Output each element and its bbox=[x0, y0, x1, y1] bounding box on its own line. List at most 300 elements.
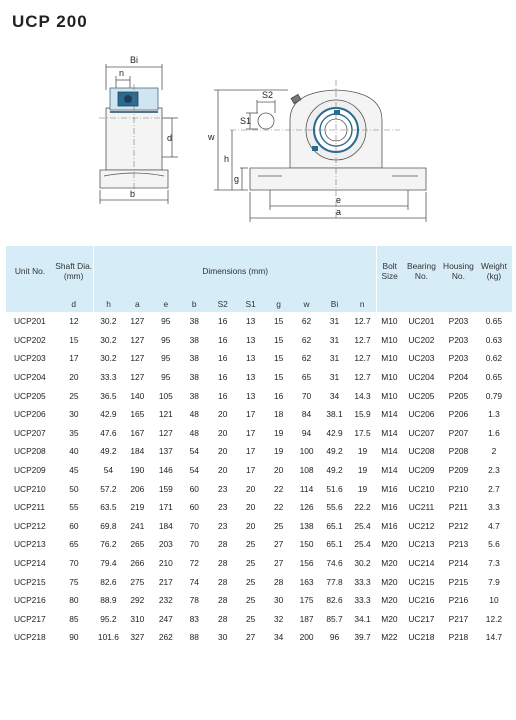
table-cell: 30 bbox=[273, 595, 284, 606]
label-s1: S1 bbox=[240, 116, 252, 126]
table-cell: 17 bbox=[245, 409, 256, 420]
table-cell: 49.2 bbox=[326, 446, 343, 457]
table-row bbox=[6, 331, 512, 350]
table-cell: 15 bbox=[273, 334, 284, 345]
table-cell: 23 bbox=[218, 483, 228, 494]
table-row bbox=[6, 610, 512, 629]
table-cell: P203 bbox=[448, 334, 469, 345]
header-weight: Weight (kg) bbox=[476, 246, 511, 296]
table-cell: UC217 bbox=[408, 613, 435, 624]
table-cell: 27 bbox=[273, 558, 284, 569]
table-cell: 95 bbox=[161, 334, 171, 345]
table-cell: P218 bbox=[448, 632, 469, 643]
table-cell: 25 bbox=[245, 595, 256, 606]
table-cell: 137 bbox=[158, 446, 173, 457]
table-row bbox=[6, 424, 512, 443]
table-cell: 38 bbox=[189, 372, 199, 383]
table-cell: 96 bbox=[329, 632, 340, 643]
table-cell: 140 bbox=[130, 390, 145, 401]
table-cell: 150 bbox=[299, 539, 314, 550]
table-cell: 262 bbox=[158, 632, 173, 643]
table-row bbox=[6, 554, 512, 573]
table-cell: 88.9 bbox=[100, 595, 117, 606]
table-cell: UCP203 bbox=[14, 353, 46, 364]
label-d: d bbox=[167, 133, 173, 143]
table-cell: 187 bbox=[299, 613, 314, 624]
label-b: b bbox=[130, 189, 136, 199]
table-cell: 7.9 bbox=[488, 576, 500, 587]
table-cell: 2.3 bbox=[488, 465, 500, 476]
table-cell: 266 bbox=[130, 558, 145, 569]
table-cell: 47.6 bbox=[100, 427, 117, 438]
table-cell: UC218 bbox=[408, 632, 435, 643]
table-cell: 159 bbox=[158, 483, 173, 494]
table-row bbox=[6, 572, 512, 591]
table-cell: 146 bbox=[158, 465, 173, 476]
label-e: e bbox=[336, 195, 342, 205]
table-cell: 13 bbox=[245, 390, 256, 401]
table-cell: 108 bbox=[299, 465, 314, 476]
table-cell: 22 bbox=[273, 502, 284, 513]
table-row bbox=[6, 368, 512, 387]
table-cell: 105 bbox=[158, 390, 173, 401]
table-cell: 20 bbox=[245, 502, 256, 513]
table-cell: 55 bbox=[69, 502, 79, 513]
table-cell: 80 bbox=[69, 595, 79, 606]
table-cell: M14 bbox=[381, 465, 398, 476]
table-cell: 65.1 bbox=[326, 520, 343, 531]
table-cell: 62 bbox=[301, 316, 312, 327]
table-cell: UC210 bbox=[408, 483, 435, 494]
table-cell: UC212 bbox=[408, 520, 435, 531]
table-cell: 33.3 bbox=[100, 372, 117, 383]
table-cell: 7.3 bbox=[488, 558, 500, 569]
technical-drawing bbox=[0, 40, 516, 230]
table-cell: 65 bbox=[301, 372, 312, 383]
table-cell: 247 bbox=[158, 613, 173, 624]
table-cell: UCP214 bbox=[14, 558, 46, 569]
table-cell: 0.79 bbox=[485, 390, 503, 401]
table-cell: 15 bbox=[273, 353, 284, 364]
table-cell: 48 bbox=[189, 409, 199, 420]
table-cell: 27 bbox=[273, 539, 284, 550]
table-cell: 13 bbox=[245, 334, 256, 345]
table-cell: 28 bbox=[218, 539, 228, 550]
table-cell: 156 bbox=[299, 558, 314, 569]
table-cell: 14.3 bbox=[354, 390, 371, 401]
spec-table-body bbox=[6, 312, 512, 647]
table-cell: 101.6 bbox=[97, 632, 119, 643]
table-cell: 184 bbox=[158, 520, 173, 531]
table-cell: 163 bbox=[299, 576, 314, 587]
table-cell: 17 bbox=[245, 465, 256, 476]
table-cell: M10 bbox=[381, 390, 398, 401]
table-cell: 42.9 bbox=[100, 409, 117, 420]
table-row bbox=[6, 461, 512, 480]
table-cell: 36.5 bbox=[100, 390, 117, 401]
table-cell: 45 bbox=[69, 465, 79, 476]
subheader-n: n bbox=[349, 296, 377, 312]
table-row bbox=[6, 591, 512, 610]
table-cell: 20 bbox=[69, 372, 79, 383]
table-cell: M22 bbox=[381, 632, 398, 643]
table-cell: 15 bbox=[273, 316, 284, 327]
table-cell: 20 bbox=[218, 427, 228, 438]
table-cell: 327 bbox=[130, 632, 145, 643]
table-cell: 241 bbox=[130, 520, 145, 531]
table-cell: 25 bbox=[245, 558, 256, 569]
table-cell: 60 bbox=[69, 520, 79, 531]
table-cell: 30.2 bbox=[100, 353, 117, 364]
table-cell: UCP216 bbox=[14, 595, 46, 606]
table-cell: 20 bbox=[273, 465, 284, 476]
subheader-b: b bbox=[180, 296, 209, 312]
table-cell: UC204 bbox=[408, 372, 435, 383]
table-cell: 219 bbox=[130, 502, 145, 513]
table-cell: 10 bbox=[489, 595, 499, 606]
table-cell: 28 bbox=[273, 576, 284, 587]
table-cell: 85.7 bbox=[326, 613, 343, 624]
table-cell: 23 bbox=[218, 520, 228, 531]
table-cell: 25 bbox=[245, 539, 256, 550]
table-cell: UC201 bbox=[408, 316, 435, 327]
table-cell: 42.9 bbox=[326, 427, 343, 438]
table-cell: 200 bbox=[299, 632, 314, 643]
table-cell: 3.3 bbox=[488, 502, 500, 513]
table-cell: 20 bbox=[245, 483, 256, 494]
table-cell: 16 bbox=[273, 390, 284, 401]
table-cell: 28 bbox=[218, 576, 228, 587]
header-bolt-size: Bolt Size bbox=[376, 246, 402, 296]
table-cell: UCP210 bbox=[14, 483, 46, 494]
table-cell: 74 bbox=[189, 576, 199, 587]
table-cell: 38 bbox=[189, 316, 199, 327]
label-g: g bbox=[234, 174, 240, 184]
table-cell: 12.2 bbox=[485, 613, 503, 624]
table-cell: 88 bbox=[189, 632, 199, 643]
table-cell: M16 bbox=[381, 520, 398, 531]
table-cell: 20 bbox=[218, 446, 228, 457]
table-cell: 25 bbox=[273, 520, 284, 531]
table-cell: 39.7 bbox=[354, 632, 371, 643]
table-cell: 62 bbox=[301, 334, 312, 345]
table-cell: 19 bbox=[357, 483, 368, 494]
table-cell: 14.7 bbox=[485, 632, 503, 643]
table-cell: P209 bbox=[448, 465, 469, 476]
table-cell: 127 bbox=[130, 334, 145, 345]
table-cell: UCP212 bbox=[14, 520, 46, 531]
table-cell: 72 bbox=[189, 558, 199, 569]
table-cell: 40 bbox=[69, 446, 79, 457]
table-cell: 1.3 bbox=[488, 409, 500, 420]
table-cell: UCP205 bbox=[14, 390, 46, 401]
table-row bbox=[6, 442, 512, 461]
table-cell: 310 bbox=[130, 613, 145, 624]
header-bearing-no: Bearing No. bbox=[402, 246, 440, 296]
table-cell: 54 bbox=[189, 446, 199, 457]
table-cell: 28 bbox=[218, 558, 228, 569]
table-cell: 31 bbox=[329, 353, 340, 364]
table-cell: 38 bbox=[189, 353, 199, 364]
table-cell: 25.4 bbox=[354, 539, 371, 550]
subheader-s1: S1 bbox=[237, 296, 265, 312]
table-row bbox=[6, 312, 512, 331]
table-cell: M16 bbox=[381, 502, 398, 513]
table-cell: UCP215 bbox=[14, 576, 46, 587]
table-cell: 19 bbox=[273, 427, 284, 438]
table-cell: P206 bbox=[448, 409, 469, 420]
table-cell: UCP213 bbox=[14, 539, 46, 550]
table-cell: 90 bbox=[69, 632, 79, 643]
table-cell: 76.2 bbox=[100, 539, 117, 550]
table-cell: 84 bbox=[301, 409, 312, 420]
table-cell: 265 bbox=[130, 539, 145, 550]
table-cell: UCP208 bbox=[14, 446, 46, 457]
table-cell: 30.2 bbox=[354, 558, 371, 569]
header-dimensions: Dimensions (mm) bbox=[94, 246, 377, 296]
table-cell: 60 bbox=[189, 483, 199, 494]
table-cell: 292 bbox=[130, 595, 145, 606]
page-title: UCP 200 bbox=[12, 12, 88, 31]
table-cell: 2 bbox=[491, 446, 497, 457]
table-cell: 95 bbox=[161, 316, 171, 327]
table-cell: 25.4 bbox=[354, 520, 371, 531]
table-cell: 34 bbox=[329, 390, 340, 401]
table-cell: 232 bbox=[158, 595, 173, 606]
table-cell: 74.6 bbox=[326, 558, 343, 569]
table-cell: M10 bbox=[381, 334, 398, 345]
table-row bbox=[6, 535, 512, 554]
table-cell: M20 bbox=[381, 558, 398, 569]
table-cell: 70 bbox=[189, 520, 199, 531]
table-cell: M20 bbox=[381, 576, 398, 587]
table-cell: P211 bbox=[448, 502, 468, 513]
table-row bbox=[6, 479, 512, 498]
table-cell: P215 bbox=[448, 576, 469, 587]
table-row bbox=[6, 517, 512, 536]
table-cell: M10 bbox=[381, 316, 398, 327]
table-cell: UCP204 bbox=[14, 372, 46, 383]
table-cell: UC202 bbox=[408, 334, 435, 345]
subheader-a: a bbox=[123, 296, 152, 312]
table-cell: 1.6 bbox=[488, 427, 500, 438]
table-cell: 16 bbox=[218, 316, 228, 327]
table-cell: 38.1 bbox=[326, 409, 343, 420]
table-cell: UCP202 bbox=[14, 334, 46, 345]
table-cell: 17.5 bbox=[354, 427, 371, 438]
table-cell: 55.6 bbox=[326, 502, 343, 513]
table-cell: 82.6 bbox=[326, 595, 343, 606]
table-row bbox=[6, 405, 512, 424]
table-cell: 16 bbox=[218, 390, 228, 401]
table-cell: 15.9 bbox=[354, 409, 371, 420]
subheader-h: h bbox=[94, 296, 123, 312]
table-cell: P212 bbox=[448, 520, 469, 531]
label-n: n bbox=[119, 68, 125, 78]
table-cell: 69.8 bbox=[100, 520, 117, 531]
table-cell: P208 bbox=[448, 446, 469, 457]
table-cell: UCP206 bbox=[14, 409, 46, 420]
table-cell: M14 bbox=[381, 409, 398, 420]
table-cell: UC214 bbox=[408, 558, 435, 569]
table-cell: UC215 bbox=[408, 576, 435, 587]
table-cell: 27 bbox=[245, 632, 256, 643]
table-cell: M20 bbox=[381, 595, 398, 606]
label-h: h bbox=[224, 154, 230, 164]
table-cell: P210 bbox=[448, 483, 469, 494]
table-cell: 38 bbox=[189, 334, 199, 345]
table-cell: 30.2 bbox=[100, 316, 117, 327]
subheader-d: d bbox=[54, 296, 94, 312]
table-cell: 210 bbox=[158, 558, 173, 569]
table-cell: UC203 bbox=[408, 353, 435, 364]
table-cell: UC213 bbox=[408, 539, 435, 550]
table-cell: 85 bbox=[69, 613, 79, 624]
label-a: a bbox=[336, 207, 342, 217]
table-cell: 127 bbox=[130, 316, 145, 327]
table-cell: 0.65 bbox=[485, 372, 503, 383]
table-cell: 127 bbox=[158, 427, 173, 438]
table-cell: UCP209 bbox=[14, 465, 46, 476]
table-cell: 49.2 bbox=[326, 465, 343, 476]
table-cell: 79.4 bbox=[100, 558, 117, 569]
table-cell: 20 bbox=[245, 520, 256, 531]
table-cell: 38 bbox=[189, 390, 199, 401]
table-cell: P213 bbox=[448, 539, 469, 550]
table-cell: 15 bbox=[69, 334, 79, 345]
header-unit-no: Unit No. bbox=[6, 246, 54, 296]
table-cell: 12.7 bbox=[354, 334, 371, 345]
table-cell: M14 bbox=[381, 446, 398, 457]
table-cell: UC206 bbox=[408, 409, 435, 420]
table-row bbox=[6, 498, 512, 517]
table-cell: 62 bbox=[301, 353, 312, 364]
header-shaft-dia: Shaft Dia. (mm) bbox=[54, 246, 94, 296]
table-cell: UCP207 bbox=[14, 427, 46, 438]
table-cell: 31 bbox=[329, 334, 340, 345]
table-cell: 34.1 bbox=[354, 613, 371, 624]
table-cell: 175 bbox=[299, 595, 314, 606]
table-cell: M10 bbox=[381, 372, 398, 383]
label-bi: Bi bbox=[130, 55, 139, 65]
table-cell: 31 bbox=[329, 316, 340, 327]
table-cell: 167 bbox=[130, 427, 145, 438]
table-cell: 203 bbox=[158, 539, 173, 550]
table-cell: 83 bbox=[189, 613, 199, 624]
table-cell: 165 bbox=[130, 409, 145, 420]
table-cell: 17 bbox=[245, 446, 256, 457]
table-cell: 127 bbox=[130, 353, 145, 364]
table-cell: 114 bbox=[299, 483, 314, 494]
front-view bbox=[214, 80, 426, 222]
table-cell: UC211 bbox=[408, 502, 435, 513]
table-row bbox=[6, 386, 512, 405]
table-cell: 60 bbox=[189, 502, 199, 513]
table-cell: 171 bbox=[158, 502, 173, 513]
table-cell: 57.2 bbox=[100, 483, 117, 494]
table-cell: 4.7 bbox=[488, 520, 500, 531]
table-cell: 19 bbox=[357, 446, 368, 457]
table-cell: 70 bbox=[301, 390, 312, 401]
table-cell: 16 bbox=[218, 353, 228, 364]
table-cell: UCP201 bbox=[14, 316, 46, 327]
table-cell: 82.6 bbox=[100, 576, 117, 587]
table-cell: 18 bbox=[273, 409, 284, 420]
table-cell: P203 bbox=[448, 353, 469, 364]
table-cell: 0.62 bbox=[485, 353, 503, 364]
table-cell: 20 bbox=[218, 465, 228, 476]
label-s2: S2 bbox=[262, 90, 274, 100]
table-cell: 22 bbox=[273, 483, 284, 494]
table-cell: 77.8 bbox=[326, 576, 343, 587]
table-cell: 12 bbox=[69, 316, 79, 327]
table-cell: 95.2 bbox=[100, 613, 117, 624]
table-cell: UCP211 bbox=[14, 502, 46, 513]
table-cell: 30 bbox=[218, 632, 228, 643]
table-cell: 25 bbox=[69, 390, 79, 401]
table-cell: P205 bbox=[448, 390, 469, 401]
table-cell: 95 bbox=[161, 372, 171, 383]
table-cell: UC208 bbox=[408, 446, 435, 457]
table-cell: 16 bbox=[218, 334, 228, 345]
table-cell: 13 bbox=[245, 353, 256, 364]
table-cell: 217 bbox=[158, 576, 173, 587]
table-cell: M14 bbox=[381, 427, 398, 438]
subheader-w: w bbox=[293, 296, 321, 312]
table-cell: 190 bbox=[130, 465, 145, 476]
table-cell: 12.7 bbox=[354, 353, 371, 364]
table-cell: P207 bbox=[448, 427, 469, 438]
table-cell: 54 bbox=[103, 465, 114, 476]
table-cell: 5.6 bbox=[488, 539, 500, 550]
table-cell: 15 bbox=[273, 372, 284, 383]
table-cell: 30.2 bbox=[100, 334, 117, 345]
table-cell: UCP218 bbox=[14, 632, 46, 643]
table-row bbox=[6, 349, 512, 368]
header-housing-no: Housing No. bbox=[440, 246, 476, 296]
table-cell: 121 bbox=[158, 409, 173, 420]
table-cell: 63.5 bbox=[100, 502, 117, 513]
table-cell: UC207 bbox=[408, 427, 435, 438]
table-cell: 138 bbox=[299, 520, 314, 531]
table-cell: 17 bbox=[69, 353, 79, 364]
table-cell: UC216 bbox=[408, 595, 435, 606]
table-cell: P216 bbox=[448, 595, 469, 606]
table-cell: UC205 bbox=[408, 390, 435, 401]
table-row bbox=[6, 628, 512, 647]
table-cell: UC209 bbox=[408, 465, 435, 476]
table-cell: 50 bbox=[69, 483, 79, 494]
table-cell: 48 bbox=[189, 427, 199, 438]
table-cell: 65 bbox=[69, 539, 79, 550]
table-cell: 127 bbox=[130, 372, 145, 383]
table-cell: 35 bbox=[69, 427, 79, 438]
table-cell: 32 bbox=[273, 613, 284, 624]
table-cell: 22.2 bbox=[354, 502, 371, 513]
table-cell: 0.63 bbox=[485, 334, 503, 345]
table-cell: UCP217 bbox=[14, 613, 46, 624]
table-cell: P203 bbox=[448, 316, 469, 327]
table-cell: 31 bbox=[329, 372, 340, 383]
table-cell: 0.65 bbox=[485, 316, 503, 327]
table-cell: P214 bbox=[448, 558, 469, 569]
table-cell: 19 bbox=[357, 465, 368, 476]
table-cell: 95 bbox=[161, 353, 171, 364]
table-cell: 70 bbox=[69, 558, 79, 569]
table-cell: 25 bbox=[245, 613, 256, 624]
table-cell: 78 bbox=[189, 595, 199, 606]
table-cell: 65.1 bbox=[326, 539, 343, 550]
